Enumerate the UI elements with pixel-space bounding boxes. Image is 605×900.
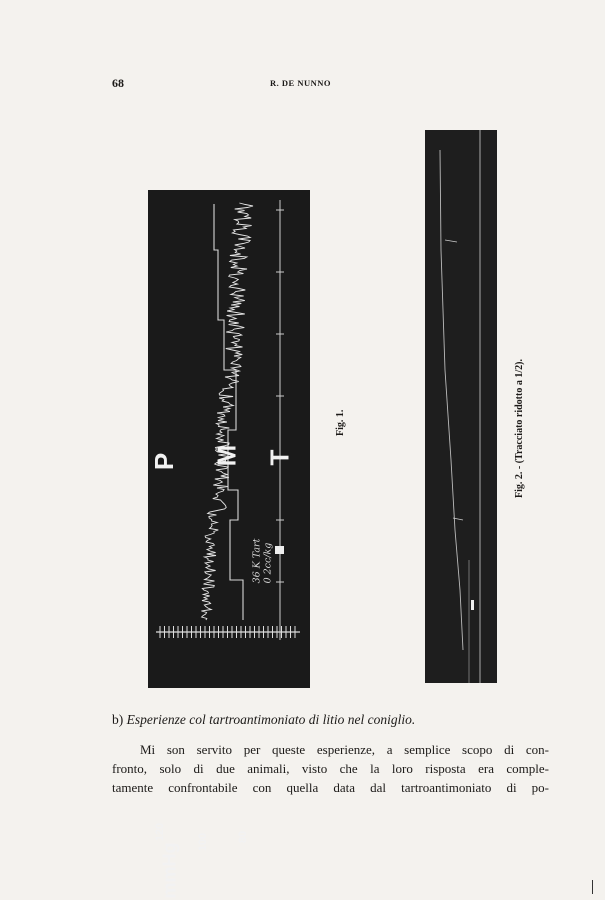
scale-tick-100: 100	[197, 832, 210, 852]
body-line-3: tamente confrontabile con quella data dal tartroantimoniato di po-	[112, 780, 549, 795]
figure-2-trace	[425, 130, 497, 683]
trace-label-p: P	[149, 452, 180, 471]
scale-tick-120: 120	[154, 822, 167, 842]
trace-label-t: T	[264, 449, 295, 466]
body-paragraph	[112, 740, 549, 797]
page-edge-mark	[592, 880, 593, 894]
figure-2-caption: Fig. 2. - (Tracciato ridotto a 1/2).	[514, 359, 525, 498]
section-heading	[112, 712, 415, 728]
trace-label-m: M	[211, 444, 242, 467]
section-title: Esperienze col tartroantimoniato di litio nel coniglio.	[126, 712, 416, 727]
body-line-2: fronto, solo di due animali, visto che la loro risposta era comple-	[112, 761, 549, 776]
handwritten-note	[251, 539, 273, 584]
unit-label: mmHg	[159, 842, 180, 899]
figure-2-plate	[425, 130, 497, 683]
running-header: R. DE NUNNO	[270, 78, 331, 88]
handwritten-note-line-1: 36 K Tart	[251, 538, 263, 584]
page-number: 68	[112, 76, 124, 90]
section-letter: b)	[112, 712, 124, 727]
scale-tick-80: 80	[237, 830, 250, 844]
handwritten-note-line-2: 0 2cc/kg	[262, 542, 274, 584]
body-line-1: Mi son servito per queste esperienze, a semplice scopo di con-	[140, 742, 549, 757]
figure-1-caption: Fig. 1.	[335, 409, 346, 436]
figure-1-trace	[148, 190, 310, 688]
